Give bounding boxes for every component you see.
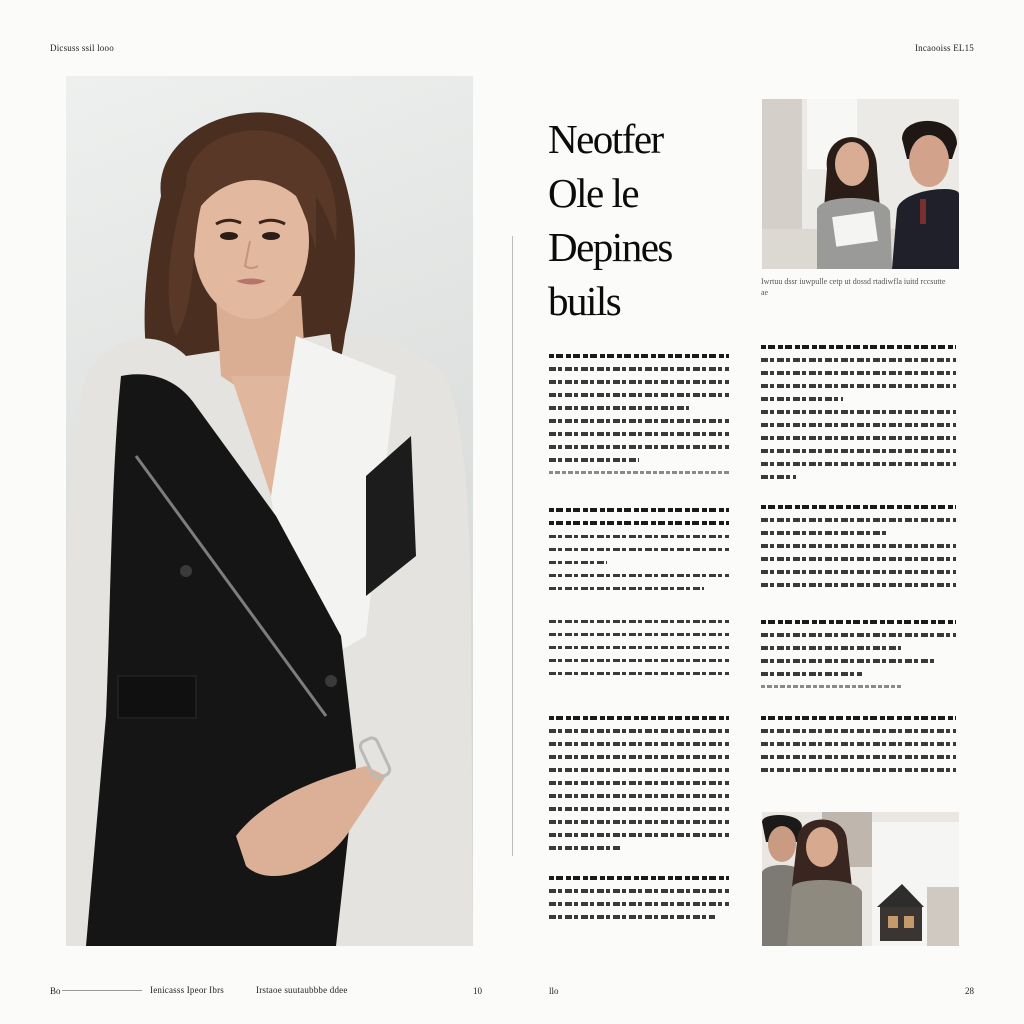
two-people-meeting-photo-icon (762, 99, 959, 269)
text-column-right-block-2 (761, 505, 956, 596)
footer-left-running-2: Irstaoe suutaubbbe ddee (256, 985, 348, 995)
article-title (548, 112, 748, 328)
two-people-office-photo-icon (762, 812, 959, 946)
column-divider (512, 236, 513, 856)
footer-left-page-number: 10 (473, 986, 482, 996)
running-header-left: Dicsuss ssil looo (50, 43, 114, 53)
text-column-right-block-4 (761, 716, 956, 781)
footer-left-running-1: Ienicasss Ipeor Ibrs (150, 985, 224, 995)
photo-top-caption: Iwrtuu dssr iuwpulle cetp ut dossd rtadiwfla iuitd rccsutte ae (761, 277, 946, 297)
text-column-right-block-1 (761, 345, 956, 488)
title-line-4: buils (548, 278, 621, 324)
text-column-left-block-5 (549, 876, 729, 928)
text-column-left-block-3 (549, 620, 729, 685)
footer-rule (62, 990, 142, 991)
photo-bottom-right (762, 812, 959, 946)
title-line-3: Depines (548, 224, 672, 270)
woman-portrait-photo-icon (66, 76, 473, 946)
footer-right-page-number: 28 (965, 986, 974, 996)
text-column-right-block-3 (761, 620, 956, 698)
text-column-left-block-4 (549, 716, 729, 859)
photo-top-right (762, 99, 959, 269)
hero-photo (66, 76, 473, 946)
text-column-left-block-1 (549, 354, 729, 483)
title-line-1: Neotfer (548, 116, 663, 162)
running-header-right: Incaooiss EL15 (914, 43, 974, 53)
footer-right-folio: llo (549, 986, 559, 996)
title-line-2: Ole le (548, 170, 639, 216)
footer-left-folio: Bo (50, 986, 61, 996)
text-column-left-block-2 (549, 508, 729, 600)
